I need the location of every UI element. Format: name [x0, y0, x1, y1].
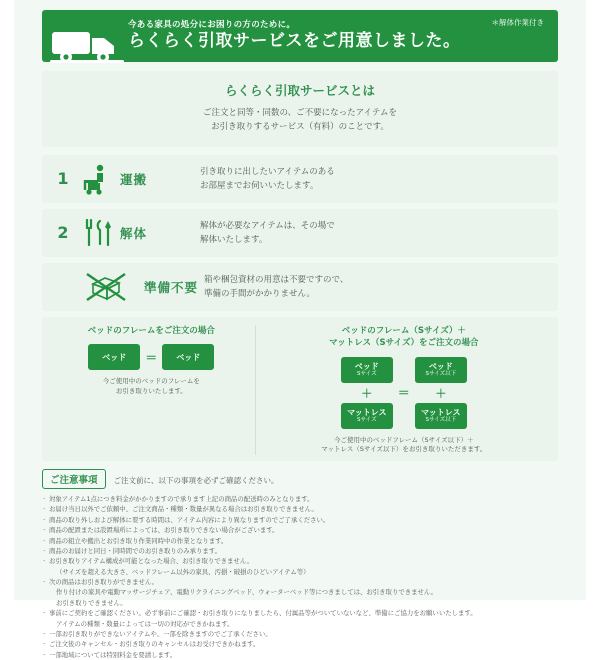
bed-right-note-line-2: マットレス（Sサイズ以下）をお引き取りいただきます。 [321, 445, 487, 454]
step-1-desc [194, 165, 548, 193]
header-badge: ＊解体作業付き [491, 18, 544, 27]
bed-right-note [256, 436, 552, 456]
bed-left-note-line-1: 今ご使用中のベッドのフレームを [102, 377, 200, 386]
bed-case-frame-mattress [256, 325, 552, 455]
bed-right-heading [256, 325, 552, 350]
notice-section [42, 469, 558, 660]
bed-left-row [48, 344, 255, 370]
step-1-label: 運搬 [120, 171, 148, 187]
no-box-icon [74, 270, 144, 304]
bed-right-heading-line-1: ベッドのフレーム（Sサイズ）＋ [341, 325, 466, 336]
notice-item: ・ 商品の取り外しおよび解体に要する時間は、アイテム内容により異なりますのでご了承ください。 [42, 515, 558, 525]
step-1-number: 1 [57, 169, 69, 189]
notice-item-sub: 作り付けの家具や電動マッサージチェア、電動リクライニングベッド、ウォーターベッド等につきましては、お引き取りできません。 [56, 588, 438, 597]
steps-list [42, 155, 558, 311]
intro-box [42, 71, 558, 147]
bed-left-heading: ベッドのフレームをご注文の場合 [87, 325, 215, 336]
bed-left-note-line-2: お引き取りいたします。 [115, 386, 187, 395]
header-title: らくらく引取サービスをご用意しました。 [128, 31, 461, 52]
step-3-label: 準備不要 [144, 279, 199, 295]
tools-icon [74, 218, 120, 248]
equals-sign: ＝ [145, 350, 158, 365]
step-2-label: 解体 [120, 225, 148, 241]
notice-item: ・ 一部地域については特別料金を要請します。 [42, 650, 558, 660]
chip-bed-s-pickup: ベッド Sサイズ以下 [415, 357, 467, 383]
step-2-desc-line-1: 解体が必要なアイテムは、その場で [200, 220, 335, 231]
step-2-desc-line-2: 解体いたします。 [200, 234, 268, 245]
notice-item-sub: （サイズを超える大きさ、ベッドフレーム以外の家具、汚損・破損のひどいアイテム等） [56, 567, 310, 576]
bed-right-heading-line-2: マットレス（Sサイズ）をご注文の場合 [329, 338, 479, 349]
step-1 [42, 155, 558, 203]
notice-item: ・ 商品の組立や搬出とお引き取り作業同時中の作業となります。 [42, 536, 558, 546]
step-1-desc-line-1: 引き取りに出したいアイテムのある [200, 166, 335, 177]
intro-line-1: ご注文と同等・同数の、ご不要になったアイテムを [203, 108, 397, 118]
step-3-desc-line-1: 箱や梱包資材の用意は不要ですので、 [204, 274, 349, 285]
notice-item: ・ 対象アイテム1点につき料金がかかりますので承ります上記の商品の配送時のみとなります。 [42, 494, 558, 504]
notice-title: ご注意事項 [42, 469, 106, 489]
truck-icon [50, 24, 124, 70]
page-inner [14, 0, 586, 659]
notice-item: ・ 次の商品はお引き取りができません。 [42, 577, 558, 587]
notice-list [42, 494, 558, 660]
bed-left-note [48, 377, 255, 397]
chip-bed-pickup: ベッド [162, 344, 214, 370]
chip-bed-s-order: ベッド Sサイズ [341, 357, 393, 383]
bed-right-order-group [341, 357, 393, 429]
step-2-desc [194, 219, 548, 247]
intro-line-2: お引き取りするサービス（有料）のことです。 [211, 122, 389, 133]
bed-right-row [256, 357, 552, 429]
header-subtitle: 今ある家具の処分にお困りの方のために。 [128, 19, 296, 30]
bed-right-pickup-group [415, 357, 467, 429]
notice-item: ・ 商品の配置または設置場所によっては、お引き取りできない場合がございます。 [42, 525, 558, 535]
notice-item: ・ 一部お引き取りができないアイテムや、一部を除きますのでご了承ください。 [42, 629, 558, 639]
notice-item: ・ ご注文後のキャンセル・お引き取りのキャンセルはお受けできかねます。 [42, 639, 558, 649]
chip-mattress-s-pickup: マットレス Sサイズ以下 [415, 403, 467, 429]
notice-item: ・ お引き取りアイテム構成が可能となった場合、お引き取りできません。 [42, 556, 558, 566]
header-banner [42, 10, 558, 62]
notice-item-sub: お引き取りできません。 [56, 598, 127, 607]
step-3-desc [198, 273, 548, 301]
notice-item: ・ 事前にご契約をご確認ください。必ず事前にご確認・お引き取りになりましたら、付属品等がついていないなど、準備にご協力をお願いいたします。 [42, 608, 558, 618]
equals-sign-right: ＝ [397, 386, 410, 400]
bed-right-note-line-1: 今ご使用中のベッドフレーム（Sサイズ以下）＋ [333, 435, 474, 444]
notice-item: ・ お届け当日以外でご依頼中、ご注文商品・種類・数量が異なる場合はお引き取りできません。 [42, 504, 558, 514]
bed-case-frame-only [48, 325, 256, 455]
handtruck-icon [74, 162, 120, 196]
plus-sign-order: ＋ [361, 386, 373, 400]
step-2-number: 2 [57, 223, 69, 243]
step-2 [42, 209, 558, 257]
plus-sign-pickup: ＋ [435, 386, 447, 400]
chip-bed-order: ベッド [88, 344, 140, 370]
bed-diagram [42, 317, 558, 461]
intro-title: らくらく引取サービスとは [224, 83, 375, 98]
notice-header [42, 469, 558, 489]
notice-item: ・ 商品のお届けと同日・同時間でのお引き取りのみ承ります。 [42, 546, 558, 556]
step-1-desc-line-2: お部屋までお伺いいたします。 [200, 180, 319, 191]
chip-mattress-s-order: マットレス Sサイズ [341, 403, 393, 429]
notice-subtitle: ご注文前に、以下の事項を必ずご確認ください。 [113, 476, 279, 485]
step-3-desc-line-2: 準備の手間がかかりません。 [204, 288, 316, 299]
step-3 [42, 263, 558, 311]
notice-item-sub: アイテムの種類・数量によっては一切の対応ができかねます。 [56, 619, 234, 628]
